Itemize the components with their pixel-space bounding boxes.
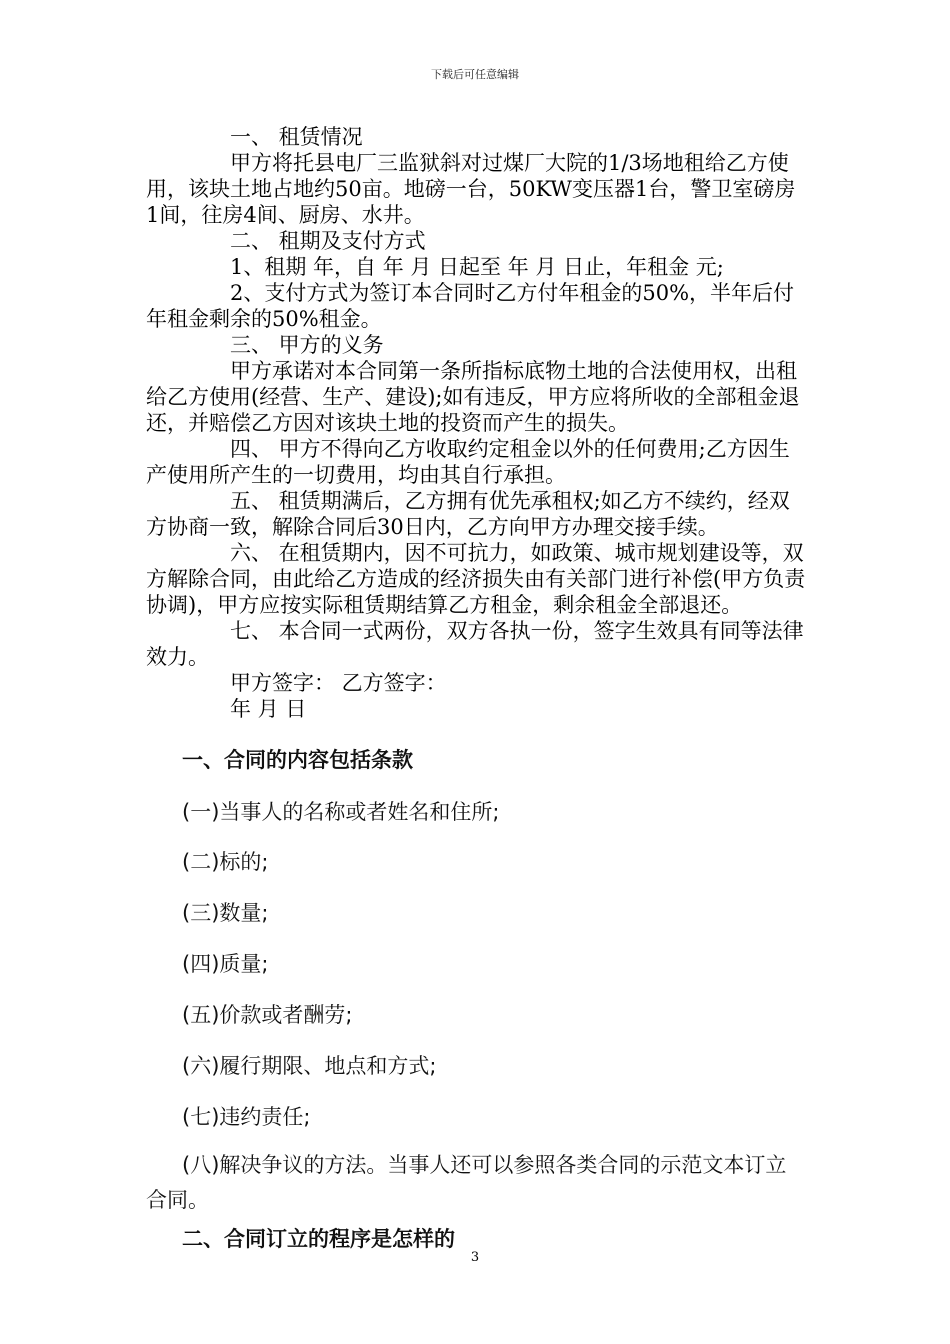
contract-paragraph: 2、支付方式为签订本合同时乙方付年租金的50%，半年后付年租金剩余的50%租金。	[146, 281, 795, 331]
contract-paragraph: 甲方将托县电厂三监狱斜对过煤厂大院的1/3场地租给乙方使用，该块土地占地约50亩。地磅一台，50KW变压器1台，警卫室磅房1间，往房4间、厨房、水井。	[146, 151, 796, 227]
list-item: (二)标的;	[182, 850, 269, 874]
contract-paragraph: 六、 在租赁期内，因不可抗力，如政策、城市规划建设等，双方解除合同，由此给乙方造成的经济损失由有关部门进行补偿(甲方负责协调)，甲方应按实际租赁期结算乙方租金，剩余租金全部退还。	[146, 541, 806, 617]
contract-paragraph: 七、 本合同一式两份，双方各执一份，签字生效具有同等法律效力。	[146, 619, 804, 669]
list-item: (八)解决争议的方法。当事人还可以参照各类合同的示范文本订立合同。	[146, 1153, 787, 1212]
contract-paragraph: 甲方承诺对本合同第一条所指标底物土地的合法使用权，出租给乙方使用(经营、生产、建设);如有违反，甲方应将所收的全部租金退还，并赔偿乙方因对该块土地的投资而产生的损失。	[146, 359, 800, 435]
contract-paragraph: 1、租期 年，自 年 月 日起至 年 月 日止，年租金 元;	[230, 255, 724, 279]
list-item: (四)质量;	[182, 952, 269, 976]
list-item: (七)违约责任;	[182, 1105, 311, 1129]
contract-body	[146, 124, 806, 722]
date-line: 年 月 日	[230, 697, 307, 721]
contract-paragraph: 五、 租赁期满后，乙方拥有优先承租权;如乙方不续约，经双方协商一致，解除合同后30日内，乙方向甲方办理交接手续。	[146, 489, 790, 539]
contract-heading-3: 三、 甲方的义务	[230, 333, 384, 357]
page-number: 3	[470, 1250, 480, 1265]
section-heading: 二、合同订立的程序是怎样的	[182, 1227, 455, 1251]
page-header: 下载后可任意编辑	[431, 68, 519, 81]
list-item: (五)价款或者酬劳;	[182, 1003, 353, 1027]
contract-heading-2: 二、 租期及支付方式	[230, 229, 426, 253]
signature-line: 甲方签字： 乙方签字：	[230, 671, 447, 695]
contract-terms-section	[146, 745, 806, 1254]
list-item: (三)数量;	[182, 901, 269, 925]
section-heading: 一、合同的内容包括条款	[182, 748, 413, 772]
list-item: (六)履行期限、地点和方式;	[182, 1054, 437, 1078]
list-item: (一)当事人的名称或者姓名和住所;	[182, 800, 500, 824]
contract-heading-1: 一、 租赁情况	[230, 125, 363, 149]
contract-paragraph: 四、 甲方不得向乙方收取约定租金以外的任何费用;乙方因生产使用所产生的一切费用，均由其自行承担。	[146, 437, 790, 487]
